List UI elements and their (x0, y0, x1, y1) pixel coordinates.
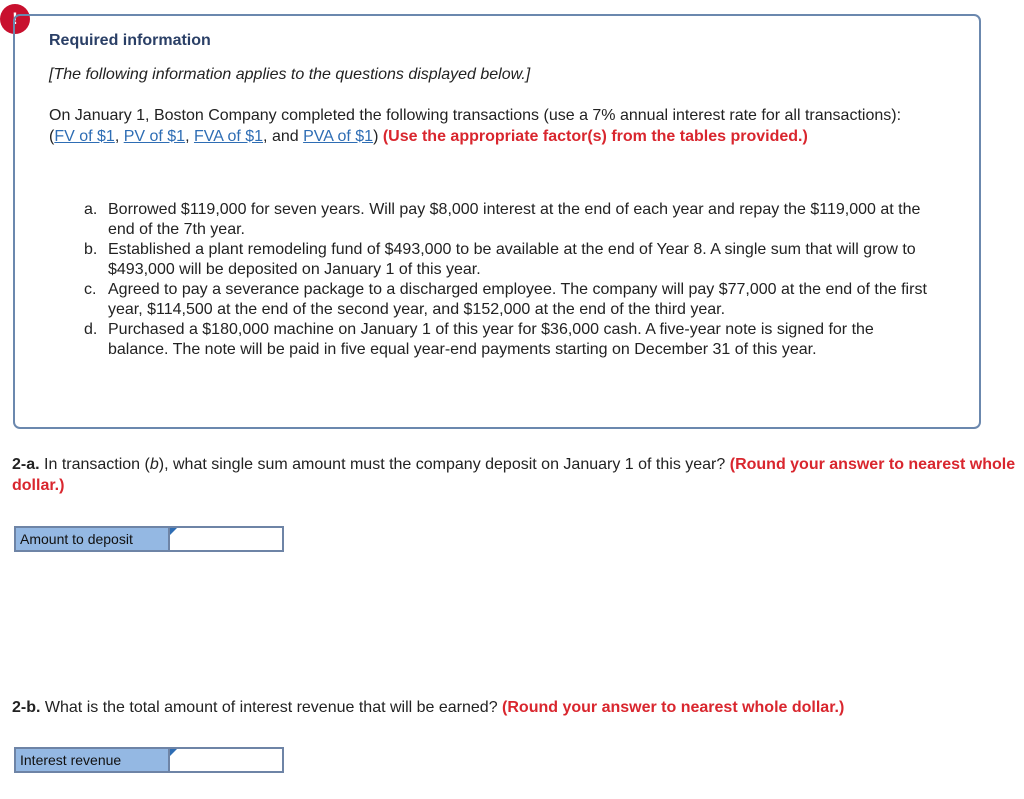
link-separator: , (185, 127, 194, 145)
transaction-item (84, 320, 934, 360)
transaction-letter: c. (84, 281, 97, 298)
answer-row-interest-revenue (14, 747, 284, 773)
intro-paragraph (49, 106, 929, 147)
alert-icon: ! (0, 4, 30, 34)
interest-revenue-input[interactable] (170, 749, 282, 771)
fv-table-link[interactable]: FV of $1 (54, 127, 115, 145)
transaction-text: Borrowed $119,000 for seven years. Will pay $8,000 interest at the end of each year and repay the $119,000 at the end of the 7th year. (108, 201, 921, 238)
fva-table-link[interactable]: FVA of $1 (193, 127, 264, 145)
transaction-text: Purchased a $180,000 machine on January 1 of this year for $36,000 cash. A five-year note is signed for the balance. The note will be paid in five equal year-end payments starting on December 31 of this year. (108, 321, 874, 358)
rounding-instruction: (Round your answer to nearest whole dollar.) (12, 456, 1016, 494)
link-separator: , (114, 127, 124, 145)
transaction-letter: d. (84, 321, 98, 338)
transaction-item (84, 200, 934, 240)
question-number: 2-b. (12, 699, 41, 716)
question-number: 2-a. (12, 456, 40, 473)
question-text: ), what single sum amount must the company deposit on January 1 of this year? (158, 456, 730, 473)
transaction-text: Agreed to pay a severance package to a discharged employee. The company will pay $77,000 at the end of the first year, $114,500 at the end of the second year, and $152,000 at the end of the third year. (108, 281, 927, 318)
tables-instruction: (Use the appropriate factor(s) from the tables provided.) (382, 127, 808, 145)
amount-to-deposit-label: Amount to deposit (16, 528, 170, 550)
rounding-instruction: (Round your answer to nearest whole dollar.) (502, 699, 845, 716)
pva-table-link[interactable]: PVA of $1 (303, 127, 374, 145)
transaction-item (84, 240, 934, 280)
transaction-list (84, 200, 934, 360)
transaction-letter: b. (84, 241, 98, 258)
amount-to-deposit-cell (170, 528, 282, 550)
interest-revenue-label: Interest revenue (16, 749, 170, 771)
amount-to-deposit-input[interactable] (170, 528, 282, 550)
question-text: What is the total amount of interest revenue that will be earned? (40, 699, 503, 716)
transaction-letter: a. (84, 201, 98, 218)
input-marker-icon (170, 528, 177, 535)
intro-text: On January 1, Boston Company completed the following transactions (use a 7% annual interest rate for all transactions): ( (49, 107, 902, 145)
transaction-item (84, 280, 934, 320)
question-text: In transaction ( (39, 456, 150, 473)
transaction-ref: b (149, 456, 159, 473)
interest-revenue-cell (170, 749, 282, 771)
pv-table-link[interactable]: PV of $1 (123, 127, 186, 145)
transaction-text: Established a plant remodeling fund of $493,000 to be available at the end of Year 8. A single sum that will grow to $493,000 will be deposited on January 1 of this year. (108, 241, 916, 278)
question-2b (12, 697, 1022, 718)
applies-note: [The following information applies to the questions displayed below.] (49, 66, 531, 83)
question-2a (12, 454, 1022, 496)
input-marker-icon (170, 749, 177, 756)
required-information-title: Required information (49, 32, 211, 49)
close-paren: ) (373, 127, 383, 145)
link-separator: , and (263, 127, 304, 145)
answer-row-amount-to-deposit (14, 526, 284, 552)
